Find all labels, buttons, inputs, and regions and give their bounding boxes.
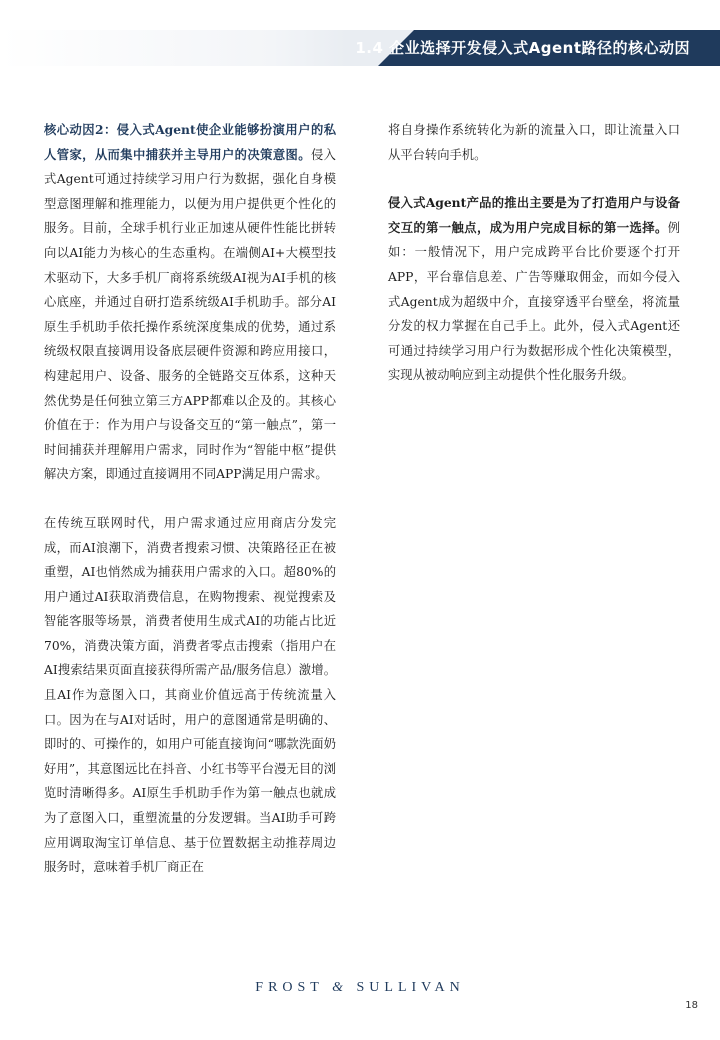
frost-sullivan-logo — [0, 980, 720, 996]
left-paragraph-1 — [44, 118, 336, 487]
logo-ampersand: & — [332, 980, 348, 995]
left-paragraph-2: 在传统互联网时代，用户需求通过应用商店分发完成，而AI浪潮下，消费者搜索习惯、决策路径正在被重塑，AI也悄然成为捕获用户需求的入口。超80%的用户通过AI获取消费信息，在购物搜索、视觉搜索及智能客服等场景，消费者使用生成式AI的功能占比近70%，消费决策方面，消费者零点击搜索（指用户在AI搜索结果页面直接获得所需产品/服务信息）激增。且AI作为意图入口，其商业价值远高于传统流量入口。因为在与AI对话时，用户的意图通常是明确的、即时的、可操作的，如用户可能直接询问“哪款洗面奶好用”，其意图远比在抖音、小红书等平台漫无目的浏览时清晰得多。AI原生手机助手作为第一触点也就成为了意图入口，重塑流量的分发逻辑。当AI助手可跨应用调取淘宝订单信息、基于位置数据主动推荐周边服务时，意味着手机厂商正在 — [44, 515, 336, 875]
section-title: 1.4 企业选择开发侵入式Agent路径的核心动因 — [355, 39, 690, 57]
right-paragraph-2-heading: 侵入式Agent产品的推出主要是为了打造用户与设备交互的第一触点，成为用户完成目标的第一选择。 — [388, 195, 680, 235]
left-paragraph-1-body: 侵入式Agent可通过持续学习用户行为数据，强化自身模型意图理解和推理能力，以便为用户提供更个性化的服务。目前，全球手机行业正加速从硬件性能比拼转向以AI能力为核心的生态重构。在端侧AI+大模型技术驱动下，大多手机厂商将系统级AI视为AI手机的核心底座，并通过自研打造系统级AI手机助手。部分AI原生手机助手依托操作系统深度集成的优势，通过系统级权限直接调用设备底层硬件资源和跨应用接口，构建起用户、设备、服务的全链路交互体系，这种天然优势是任何独立第三方APP都难以企及的。其核心价值在于：作为用户与设备交互的“第一触点”，第一时间捕获并理解用户需求，同时作为“智能中枢”提供解决方案，即通过直接调用不同APP满足用户需求。 — [44, 147, 336, 482]
right-paragraph-2-body: 例如：一般情况下，用户完成跨平台比价要逐个打开APP，平台靠信息差、广告等赚取佣金，而如今侵入式Agent成为超级中介，直接穿透平台壁垒，将流量分发的权力掌握在自己手上。此外，侵入式Agent还可通过持续学习用户行为数据形成个性化决策模型，实现从被动响应到主动提供个性化服务升级。 — [388, 220, 680, 383]
page-number: 18 — [685, 1000, 698, 1011]
logo-sullivan: SULLIVAN — [356, 980, 465, 995]
right-column — [388, 118, 680, 412]
left-paragraph-1-heading: 核心动因2：侵入式Agent使企业能够扮演用户的私人管家，从而集中捕获并主导用户的决策意图。 — [44, 122, 336, 162]
logo-frost: FROST — [255, 980, 324, 995]
right-paragraph-2 — [388, 191, 680, 388]
left-column — [44, 118, 336, 904]
right-paragraph-1: 将自身操作系统转化为新的流量入口，即让流量入口从平台转向手机。 — [388, 123, 680, 162]
